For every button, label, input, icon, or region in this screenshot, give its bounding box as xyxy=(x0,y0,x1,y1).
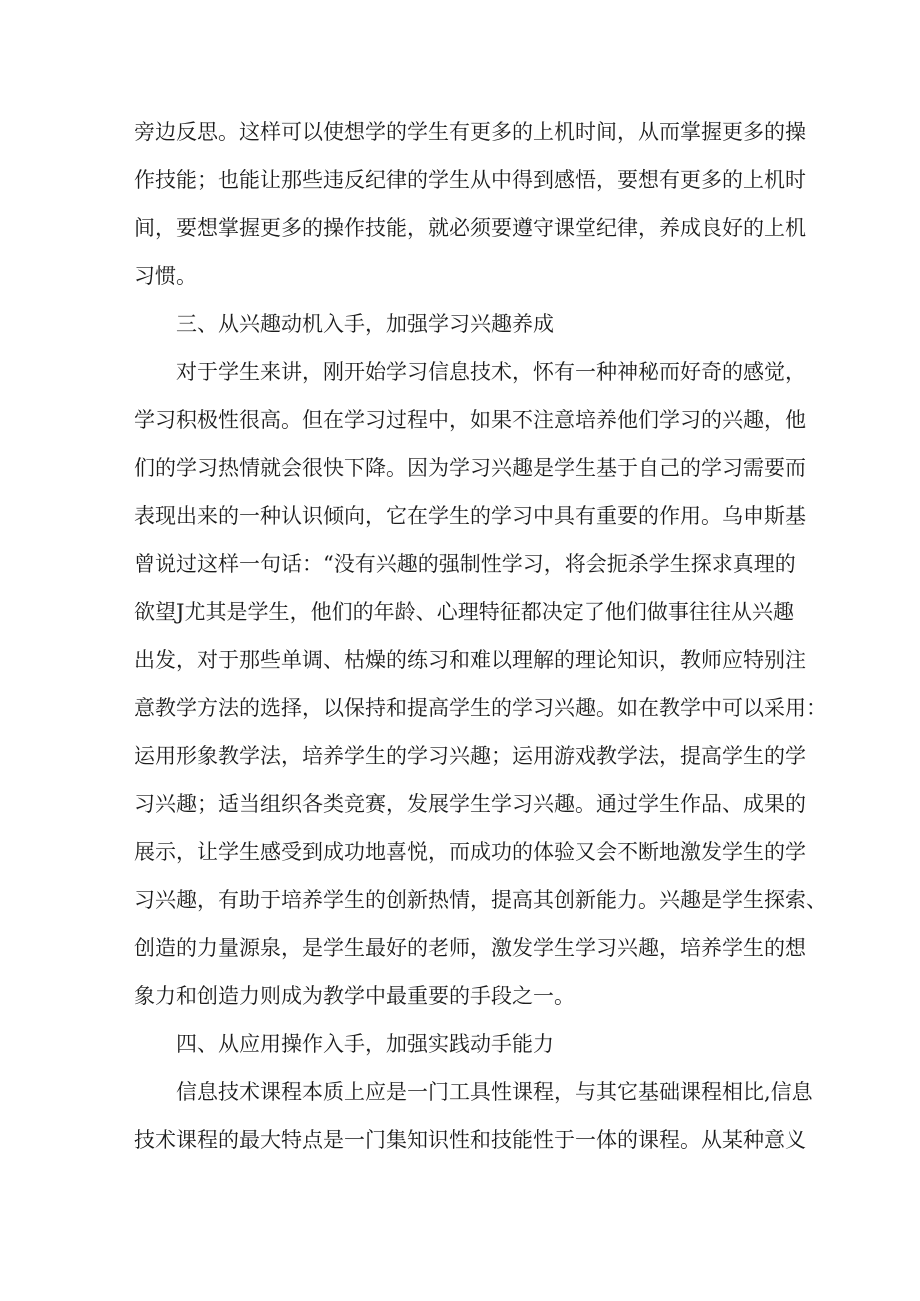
body-line-16: 展示，让学生感受到成功地喜悦，而成功的体验又会不断地激发学生的学 xyxy=(134,840,806,864)
body-line-15: 习兴趣；适当组织各类竞赛，发展学生学习兴趣。通过学生作品、成果的 xyxy=(134,792,806,816)
body-line-17: 习兴趣，有助于培养学生的创新热情，提高其创新能力。兴趣是学生探索、 xyxy=(134,888,827,912)
body-line-6: 对于学生来讲，刚开始学习信息技术，怀有一种神秘而好奇的感觉， xyxy=(176,360,806,384)
body-line-8: 们的学习热情就会很快下降。因为学习兴趣是学生基于自己的学习需要而 xyxy=(134,456,806,480)
body-line-7: 学习积极性很高。但在学习过程中，如果不注意培养他们学习的兴趣，他 xyxy=(134,408,806,432)
body-line-21: 信息技术课程本质上应是一门工具性课程，与其它基础课程相比,信息 xyxy=(176,1080,813,1104)
section-heading-4: 四、从应用操作入手，加强实践动手能力 xyxy=(176,1032,554,1056)
section-heading-3: 三、从兴趣动机入手，加强学习兴趣养成 xyxy=(176,312,554,336)
body-line-19: 象力和创造力则成为教学中最重要的手段之一。 xyxy=(134,984,575,1008)
body-line-10: 曾说过这样一句话：“没有兴趣的强制性学习，将会扼杀学生探求真理的 xyxy=(134,552,796,576)
body-line-11: 欲望J尤其是学生，他们的年龄、心理特征都决定了他们做事往往从兴趣 xyxy=(134,600,794,624)
body-line-2: 作技能；也能让那些违反纪律的学生从中得到感悟，要想有更多的上机时 xyxy=(134,168,806,192)
body-line-22: 技术课程的最大特点是一门集知识性和技能性于一体的课程。从某种意义 xyxy=(134,1128,806,1152)
body-line-14: 运用形象教学法，培养学生的学习兴趣；运用游戏教学法，提高学生的学 xyxy=(134,744,806,768)
body-line-1: 旁边反思。这样可以使想学的学生有更多的上机时间，从而掌握更多的操 xyxy=(134,120,806,144)
body-line-4: 习惯。 xyxy=(134,264,197,288)
body-line-3: 间，要想掌握更多的操作技能，就必须要遵守课堂纪律，养成良好的上机 xyxy=(134,216,806,240)
body-line-13: 意教学方法的选择，以保持和提高学生的学习兴趣。如在教学中可以采用： xyxy=(134,696,827,720)
body-line-9: 表现出来的一种认识倾向，它在学生的学习中具有重要的作用。乌申斯基 xyxy=(134,504,806,528)
body-line-18: 创造的力量源泉，是学生最好的老师，激发学生学习兴趣，培养学生的想 xyxy=(134,936,806,960)
body-line-12: 出发，对于那些单调、枯燥的练习和难以理解的理论知识，教师应特别注 xyxy=(134,648,806,672)
